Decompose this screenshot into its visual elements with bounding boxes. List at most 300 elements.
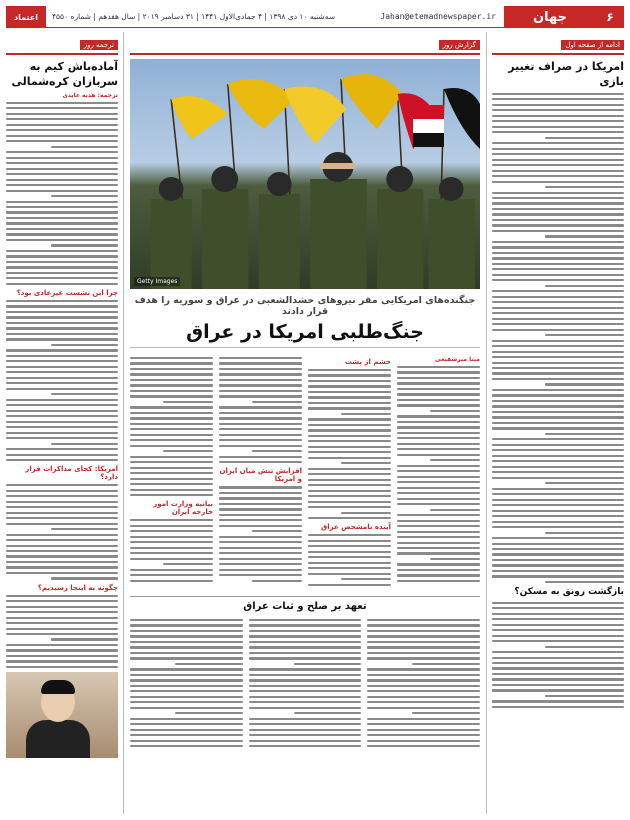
body-column-1: [397, 366, 480, 582]
text-line: [492, 559, 624, 561]
text-line: [492, 175, 624, 177]
text-line: [130, 696, 243, 698]
subhead-2: افزایش تنش میان ایران و امریکا: [219, 467, 302, 484]
text-line: [130, 384, 213, 386]
text-line: [6, 300, 118, 302]
text-line: [397, 437, 480, 439]
text-line: [6, 421, 118, 423]
text-line: [430, 558, 480, 560]
text-line: [130, 674, 243, 676]
text-line: [492, 389, 624, 391]
text-line: [219, 558, 302, 560]
text-line: [6, 539, 118, 541]
text-line: [6, 349, 118, 351]
text-line: [545, 285, 624, 287]
text-line: [6, 377, 118, 379]
text-line: [308, 517, 391, 519]
text-line: [6, 561, 118, 563]
text-line: [492, 192, 624, 194]
text-line: [397, 552, 480, 554]
text-line: [219, 508, 302, 510]
text-line: [130, 456, 213, 458]
text-line: [341, 462, 391, 464]
text-line: [6, 228, 118, 230]
text-line: [219, 379, 302, 381]
text-line: [219, 536, 302, 538]
text-line: [492, 345, 624, 347]
text-line: [6, 217, 118, 219]
text-line: [6, 338, 118, 340]
text-line: [219, 428, 302, 430]
text-line: [492, 657, 624, 659]
text-line: [6, 382, 118, 384]
text-line: [6, 184, 118, 186]
text-line: [397, 404, 480, 406]
article-byline: مینا میرشفیعی: [435, 356, 480, 363]
text-line: [492, 548, 624, 550]
text-line: [492, 318, 624, 320]
text-line: [492, 98, 624, 100]
body-column-4: [130, 357, 213, 496]
text-line: [130, 718, 243, 720]
text-line: [130, 478, 213, 480]
text-line: [308, 418, 391, 420]
text-line: [492, 449, 624, 451]
section-email: Jahan@etemadnewspaper.ir: [341, 6, 504, 28]
text-line: [130, 373, 213, 375]
text-line: [163, 563, 213, 565]
text-line: [545, 235, 624, 237]
text-line: [6, 490, 118, 492]
text-line: [130, 740, 243, 742]
text-line: [51, 443, 118, 445]
text-line: [397, 476, 480, 478]
main-kicker: گزارش روز: [439, 40, 480, 50]
text-line: [367, 696, 480, 698]
text-line: [130, 428, 213, 430]
text-line: [308, 451, 391, 453]
text-line: [397, 536, 480, 538]
body-column-2b: [308, 534, 391, 586]
text-line: [492, 115, 624, 117]
text-line: [308, 435, 391, 437]
text-line: [308, 540, 391, 542]
text-line: [6, 157, 118, 159]
text-line: [6, 512, 118, 514]
text-line: [397, 542, 480, 544]
text-line: [249, 723, 362, 725]
text-line: [492, 323, 624, 325]
text-line: [6, 555, 118, 557]
text-line: [163, 450, 213, 452]
text-line: [492, 279, 624, 281]
text-line: [492, 356, 624, 358]
text-line: [492, 340, 624, 342]
text-line: [130, 574, 213, 576]
text-line: [492, 689, 624, 691]
text-line: [219, 514, 302, 516]
text-line: [130, 723, 243, 725]
text-line: [308, 584, 391, 586]
text-line: [252, 450, 302, 452]
text-line: [367, 630, 480, 632]
text-line: [308, 545, 391, 547]
text-line: [397, 503, 480, 505]
text-line: [219, 417, 302, 419]
text-line: [341, 413, 391, 415]
text-line: [130, 525, 213, 527]
text-line: [492, 329, 624, 331]
text-line: [6, 113, 118, 115]
lead-photo: [130, 59, 480, 289]
text-line: [130, 412, 213, 414]
text-line: [130, 547, 213, 549]
text-line: [249, 734, 362, 736]
text-line: [249, 679, 362, 681]
text-line: [294, 663, 362, 665]
text-line: [367, 745, 480, 747]
text-line: [130, 434, 213, 436]
text-line: [6, 168, 118, 170]
text-line: [6, 305, 118, 307]
text-line: [492, 367, 624, 369]
left-body-2: [6, 300, 118, 461]
text-line: [308, 380, 391, 382]
text-line: [130, 379, 213, 381]
text-line: [6, 162, 118, 164]
text-line: [6, 107, 118, 109]
text-line: [492, 219, 624, 221]
text-line: [492, 378, 624, 380]
text-line: [6, 550, 118, 552]
text-line: [492, 241, 624, 243]
text-line: [219, 461, 302, 463]
text-line: [492, 504, 624, 506]
text-line: [249, 690, 362, 692]
text-line: [341, 578, 391, 580]
text-line: [308, 551, 391, 553]
text-line: [130, 569, 213, 571]
text-line: [492, 159, 624, 161]
text-line: [219, 552, 302, 554]
text-line: [130, 494, 213, 496]
text-line: [308, 446, 391, 448]
text-line: [6, 666, 118, 668]
text-line: [219, 384, 302, 386]
subhead-3: آینده نامشخص عراق: [320, 523, 391, 532]
text-line: [492, 362, 624, 364]
text-line: [492, 93, 624, 95]
text-line: [492, 197, 624, 199]
text-line: [219, 541, 302, 543]
main-article-body: [130, 354, 480, 590]
text-line: [397, 443, 480, 445]
text-line: [545, 186, 624, 188]
text-line: [367, 668, 480, 670]
text-line: [397, 492, 480, 494]
text-line: [430, 509, 480, 511]
text-line: [219, 486, 302, 488]
text-line: [367, 740, 480, 742]
text-line: [51, 393, 118, 395]
text-line: [308, 369, 391, 371]
text-line: [130, 580, 213, 582]
text-line: [308, 429, 391, 431]
text-line: [6, 173, 118, 175]
text-line: [51, 195, 118, 197]
text-line: [492, 290, 624, 292]
text-line: [130, 668, 243, 670]
text-line: [249, 745, 362, 747]
text-line: [249, 652, 362, 654]
text-line: [130, 630, 243, 632]
text-line: [492, 455, 624, 457]
text-line: [545, 532, 624, 534]
text-line: [6, 366, 118, 368]
text-line: [6, 151, 118, 153]
text-line: [130, 519, 213, 521]
text-line: [130, 685, 243, 687]
text-line: [130, 707, 243, 709]
text-line: [130, 624, 243, 626]
text-line: [130, 701, 243, 703]
text-line: [545, 482, 624, 484]
text-line: [492, 422, 624, 424]
text-line: [397, 399, 480, 401]
text-line: [492, 613, 624, 615]
text-line: [6, 272, 118, 274]
right-column: [486, 32, 624, 814]
text-line: [219, 503, 302, 505]
text-line: [492, 301, 624, 303]
text-line: [430, 410, 480, 412]
text-line: [130, 445, 213, 447]
text-line: [492, 208, 624, 210]
text-line: [130, 646, 243, 648]
text-line: [367, 619, 480, 621]
text-line: [6, 129, 118, 131]
text-line: [219, 434, 302, 436]
text-line: [6, 459, 118, 461]
text-line: [219, 390, 302, 392]
subhead-4: بیانیه وزارت امور خارجه ایران: [153, 500, 213, 517]
text-line: [6, 432, 118, 434]
text-line: [294, 712, 362, 714]
text-line: [219, 525, 302, 527]
text-line: [492, 411, 624, 413]
text-line: [367, 685, 480, 687]
text-line: [6, 322, 118, 324]
text-line: [6, 201, 118, 203]
right-article-body: [492, 93, 624, 583]
text-line: [492, 651, 624, 653]
text-line: [492, 471, 624, 473]
kim-portrait-photo: [6, 672, 118, 758]
text-line: [6, 517, 118, 519]
bottom-article-title: تعهد بر صلح و ثبات عراق: [243, 601, 367, 612]
text-line: [367, 729, 480, 731]
text-line: [397, 525, 480, 527]
text-line: [492, 170, 624, 172]
text-line: [545, 581, 624, 583]
text-line: [492, 131, 624, 133]
text-line: [130, 423, 213, 425]
text-line: [492, 268, 624, 270]
text-line: [130, 530, 213, 532]
text-line: [397, 432, 480, 434]
text-line: [219, 547, 302, 549]
text-line: [6, 388, 118, 390]
text-line: [219, 439, 302, 441]
text-line: [492, 640, 624, 642]
text-line: [308, 534, 391, 536]
text-line: [492, 274, 624, 276]
text-line: [492, 515, 624, 517]
text-line: [219, 445, 302, 447]
text-line: [308, 501, 391, 503]
text-line: [545, 334, 624, 336]
text-line: [130, 357, 213, 359]
text-line: [130, 679, 243, 681]
text-line: [6, 611, 118, 613]
text-line: [308, 440, 391, 442]
text-line: [397, 426, 480, 428]
text-line: [130, 558, 213, 560]
text-line: [130, 439, 213, 441]
left-column: [6, 32, 124, 814]
text-line: [492, 394, 624, 396]
text-line: [6, 250, 118, 252]
newspaper-logo: اعتماد: [6, 6, 46, 28]
text-line: [6, 437, 118, 439]
text-line: [397, 454, 480, 456]
text-line: [492, 706, 624, 708]
text-line: [6, 454, 118, 456]
text-line: [6, 102, 118, 104]
text-line: [130, 734, 243, 736]
text-line: [397, 574, 480, 576]
text-line: [308, 391, 391, 393]
text-line: [492, 635, 624, 637]
text-line: [6, 600, 118, 602]
bottom-body-2: [249, 619, 362, 747]
text-line: [130, 368, 213, 370]
text-line: [397, 531, 480, 533]
text-line: [397, 487, 480, 489]
text-line: [308, 402, 391, 404]
text-line: [308, 567, 391, 569]
text-line: [492, 662, 624, 664]
text-line: [397, 547, 480, 549]
text-line: [308, 484, 391, 486]
right-bottom-title: بازگشت رونق به مسکن؟: [514, 587, 624, 598]
text-line: [6, 311, 118, 313]
text-line: [308, 562, 391, 564]
text-line: [367, 718, 480, 720]
text-line: [397, 366, 480, 368]
right-kicker: ادامه از صفحه اول: [561, 40, 624, 50]
text-line: [6, 622, 118, 624]
text-line: [492, 477, 624, 479]
text-line: [6, 399, 118, 401]
text-line: [51, 344, 118, 346]
text-line: [367, 723, 480, 725]
text-line: [6, 523, 118, 525]
text-line: [249, 646, 362, 648]
text-line: [492, 104, 624, 106]
text-line: [397, 470, 480, 472]
text-line: [6, 124, 118, 126]
text-line: [219, 412, 302, 414]
text-line: [6, 266, 118, 268]
text-line: [492, 126, 624, 128]
text-line: [130, 362, 213, 364]
text-line: [492, 526, 624, 528]
left-body-3: [6, 484, 118, 579]
text-line: [163, 401, 213, 403]
text-line: [249, 707, 362, 709]
text-line: [6, 190, 118, 192]
text-line: [130, 541, 213, 543]
text-line: [397, 580, 480, 582]
text-line: [492, 543, 624, 545]
text-line: [492, 120, 624, 122]
text-line: [397, 481, 480, 483]
text-line: [308, 556, 391, 558]
text-line: [6, 283, 118, 285]
text-line: [249, 641, 362, 643]
text-line: [249, 701, 362, 703]
text-line: [492, 570, 624, 572]
text-line: [492, 246, 624, 248]
text-line: [249, 635, 362, 637]
text-line: [6, 660, 118, 662]
text-line: [492, 400, 624, 402]
text-line: [492, 230, 624, 232]
text-line: [492, 466, 624, 468]
section-title: جهان: [504, 6, 596, 28]
text-line: [6, 628, 118, 630]
text-line: [6, 649, 118, 651]
text-line: [308, 424, 391, 426]
text-line: [249, 657, 362, 659]
text-line: [492, 618, 624, 620]
text-line: [492, 678, 624, 680]
text-line: [130, 417, 213, 419]
text-line: [6, 501, 118, 503]
text-line: [492, 181, 624, 183]
text-line: [219, 362, 302, 364]
text-line: [6, 118, 118, 120]
bottom-article: [130, 596, 480, 766]
text-line: [130, 483, 213, 485]
text-line: [308, 407, 391, 409]
text-line: [249, 619, 362, 621]
text-line: [492, 296, 624, 298]
text-line: [249, 674, 362, 676]
text-line: [492, 499, 624, 501]
text-line: [175, 712, 243, 714]
text-line: [6, 495, 118, 497]
text-line: [397, 377, 480, 379]
issue-date: سه‌شنبه ۱۰ دی ۱۳۹۸ | ۴ جمادی‌الاول ۱۴۴۱ | ۳۱ دسامبر ۲۰۱۹ | سال هفدهم | شماره ۴۵۵۰: [46, 6, 341, 28]
text-line: [130, 657, 243, 659]
text-line: [6, 606, 118, 608]
text-line: [412, 663, 480, 665]
text-line: [367, 652, 480, 654]
text-line: [492, 427, 624, 429]
text-line: [6, 355, 118, 357]
